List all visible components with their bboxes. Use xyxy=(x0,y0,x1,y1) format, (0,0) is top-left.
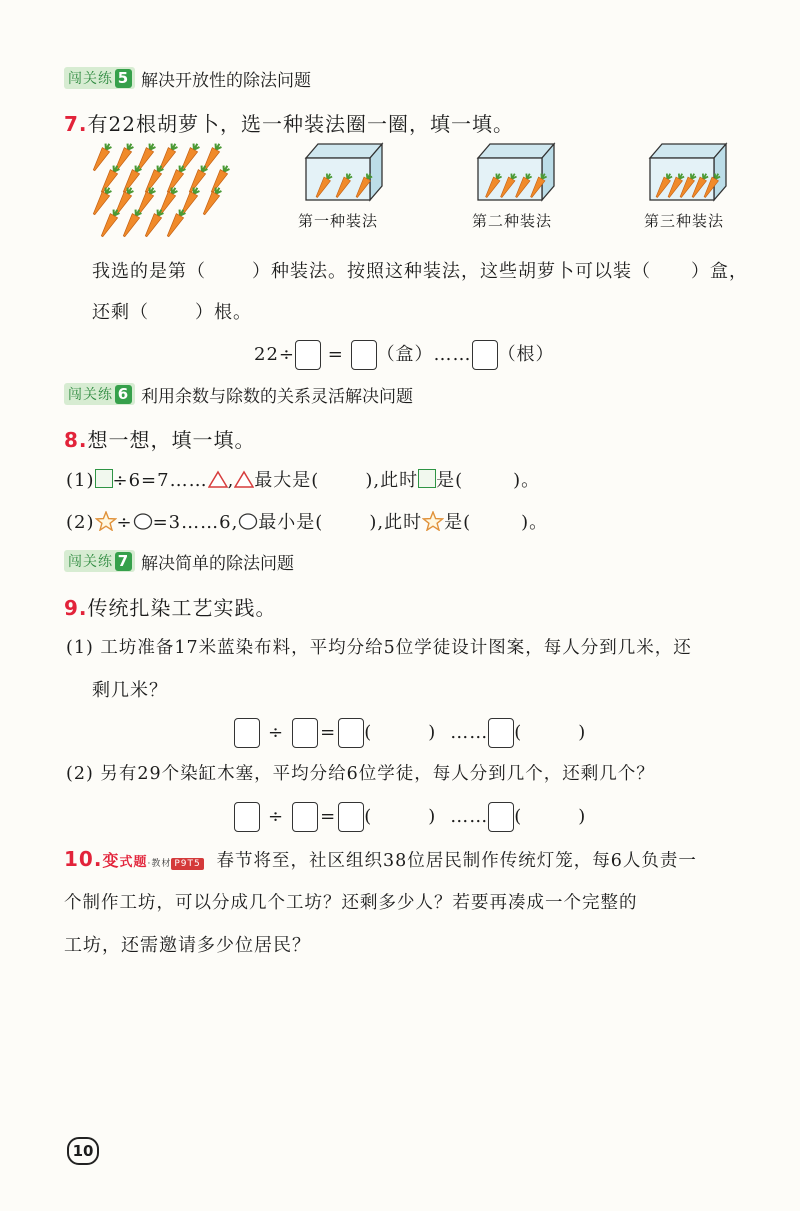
q8-part-2: (2) ÷ =3……6, 最小是( ),此时 是( )。 xyxy=(66,512,549,533)
section-header-7 xyxy=(64,548,294,574)
answer-box[interactable] xyxy=(234,802,260,832)
page-number: 10 xyxy=(67,1137,99,1165)
q9-part-1-equation: ÷ = ( ) …… ( ) xyxy=(234,718,586,748)
box-3-label: 第三种装法 xyxy=(644,212,725,230)
star-symbol-icon xyxy=(95,511,117,531)
section-badge: 闯关练 7 xyxy=(64,550,135,572)
answer-box[interactable] xyxy=(351,340,377,370)
circle-symbol-icon xyxy=(238,512,258,530)
answer-box[interactable] xyxy=(295,340,321,370)
q9-part-2-line-1: (2) 另有29个染缸木塞，平均分给6位学徒，每人分到几个，还剩几个？ xyxy=(66,764,655,784)
q9-part-1-line-2: 剩几米？ xyxy=(92,680,168,701)
star-symbol-icon xyxy=(422,511,444,531)
section-badge: 闯关练 6 xyxy=(64,383,135,405)
question-10-line-1: 10.变式题·教材 P9T5 春节将至，社区组织38位居民制作传统灯笼，每6人负责一 xyxy=(64,847,697,871)
answer-box[interactable] xyxy=(488,718,514,748)
question-8: 8.想一想，填一填。 xyxy=(64,428,256,452)
answer-box[interactable] xyxy=(292,802,318,832)
q7-answer-line-2: 还剩（ ）根。 xyxy=(92,302,252,323)
section-title: 利用余数与除数的关系灵活解决问题 xyxy=(141,386,413,407)
square-symbol-icon xyxy=(95,469,113,488)
section-header-5 xyxy=(64,65,311,91)
q9-part-1-line-1: (1) 工坊准备17米蓝染布料，平均分给5位学徒设计图案，每人分到几米，还 xyxy=(66,638,692,658)
q7-answer-line-1: 我选的是第（ ）种装法。按照这种装法，这些胡萝卜可以装（ ）盒， xyxy=(92,261,748,282)
question-7: 7.有22根胡萝卜，选一种装法圈一圈，填一填。 xyxy=(64,112,514,136)
question-10-line-2: 个制作工坊，可以分成几个工坊？还剩多少人？若要再凑成一个完整的 xyxy=(64,893,638,913)
circle-symbol-icon xyxy=(133,512,153,530)
triangle-symbol-icon xyxy=(234,470,254,488)
carrot-icon xyxy=(90,142,113,173)
box-2-icon xyxy=(472,140,558,202)
square-symbol-icon xyxy=(418,469,436,488)
box-3-icon xyxy=(644,140,730,202)
section-header-6 xyxy=(64,381,413,407)
q9-part-2-equation: ÷ = ( ) …… ( ) xyxy=(234,802,586,832)
section-title: 解决简单的除法问题 xyxy=(141,553,294,574)
box-1-icon xyxy=(300,140,386,202)
answer-box[interactable] xyxy=(488,802,514,832)
answer-box[interactable] xyxy=(472,340,498,370)
section-badge: 闯关练 5 xyxy=(64,67,135,89)
answer-box[interactable] xyxy=(234,718,260,748)
box-2-label: 第二种装法 xyxy=(472,212,553,230)
answer-box[interactable] xyxy=(338,718,364,748)
q8-part-1: (1) ÷6=7…… , 最大是( ),此时 是( )。 xyxy=(66,470,541,491)
carrot-pile-image xyxy=(88,138,238,238)
question-9: 9.传统扎染工艺实践。 xyxy=(64,596,277,620)
answer-box[interactable] xyxy=(292,718,318,748)
triangle-symbol-icon xyxy=(208,470,228,488)
carrot-icon xyxy=(208,164,231,195)
box-1-label: 第一种装法 xyxy=(298,212,379,230)
textbook-ref-tag: P9T5 xyxy=(171,858,203,870)
question-10-line-3: 工坊，还需邀请多少位居民？ xyxy=(64,935,311,956)
q7-equation: 22÷ = （盒）…… （根） xyxy=(254,340,555,370)
variant-badge: 变式题 xyxy=(102,851,148,870)
section-title: 解决开放性的除法问题 xyxy=(141,70,311,91)
answer-box[interactable] xyxy=(338,802,364,832)
